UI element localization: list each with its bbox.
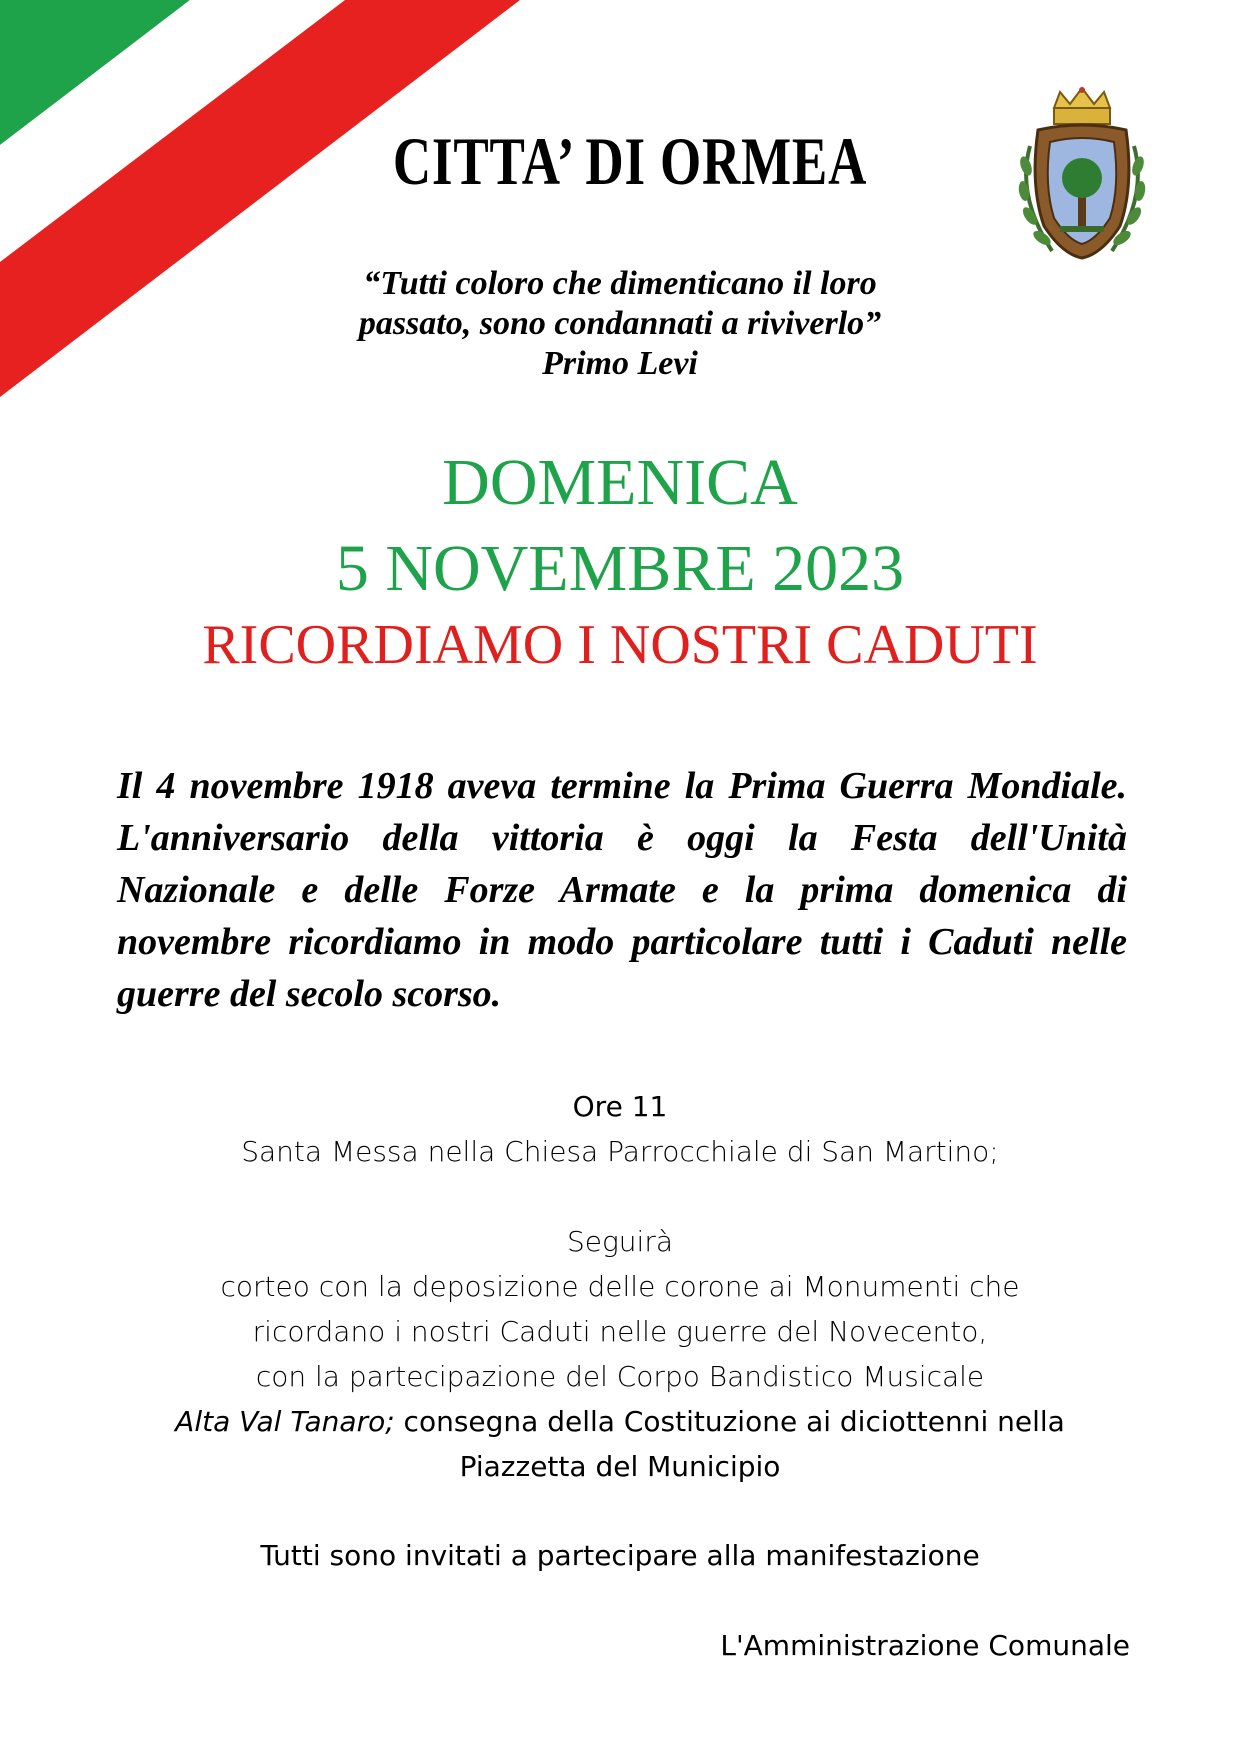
program-mass: Santa Messa nella Chiesa Parrocchiale di San Martino; <box>241 1135 999 1168</box>
event-headline: RICORDIAMO I NOSTRI CADUTI <box>202 614 1038 676</box>
history-paragraph: Il 4 novembre 1918 aveva termine la Prima Guerra Mondiale. L'anniversario della vittoria è oggi la Festa dell'Unità Nazionale e delle Forze Armate e la prima domenica di novembre ricordiamo in modo particolare tutti i Caduti nelle guerre del secolo scorso. <box>117 765 1127 1015</box>
signature: L'Amministrazione Comunale <box>720 1629 1130 1662</box>
quote-line-1: “Tutti coloro che dimenticano il loro <box>363 265 877 302</box>
program-follow: Seguirà <box>567 1225 673 1258</box>
program-block <box>100 1084 1140 1489</box>
program-line-1: corteo con la deposizione delle corone ai Monumenti che <box>220 1270 1020 1303</box>
coat-of-arms-icon <box>1012 86 1152 264</box>
quote-block <box>250 264 990 384</box>
quote-line-2: passato, sono condannati a riviverlo” <box>358 305 882 342</box>
event-date-block <box>100 440 1140 612</box>
page-title: CITTA’ DI ORMEA <box>392 123 868 199</box>
program-line-2: ricordano i nostri Caduti nelle guerre del Novecento, <box>252 1315 988 1348</box>
event-date: 5 NOVEMBRE 2023 <box>335 532 905 605</box>
program-line-3: con la partecipazione del Corpo Bandistico Musicale <box>255 1360 985 1393</box>
invitation-text: Tutti sono invitati a partecipare alla manifestazione <box>260 1539 980 1572</box>
program-time: Ore 11 <box>572 1090 668 1123</box>
program-line-4 <box>100 1399 1140 1444</box>
program-line-5: Piazzetta del Municipio <box>459 1450 781 1483</box>
event-day: DOMENICA <box>442 446 798 519</box>
program-line-4-rest: consegna della Costituzione ai diciottenni nella <box>394 1405 1065 1438</box>
quote-author: Primo Levi <box>542 345 698 382</box>
band-name: Alta Val Tanaro; <box>175 1405 395 1438</box>
